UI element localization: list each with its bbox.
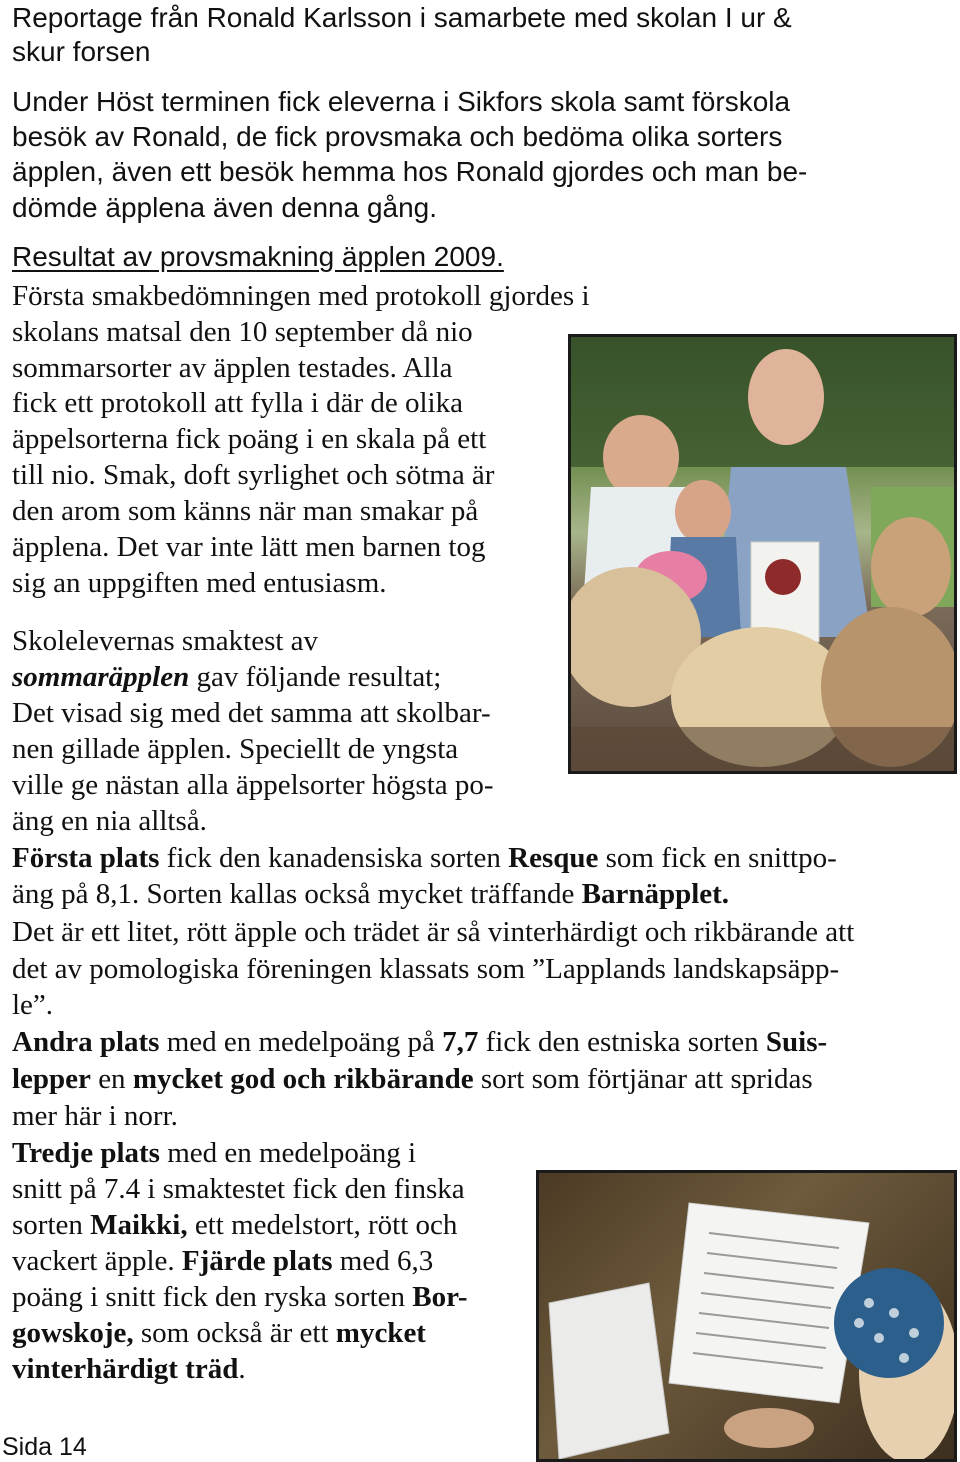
third-place-line: vackert äpple. Fjärde plats med 6,3	[12, 1245, 434, 1277]
para1-line: äpplena. Det var inte lätt men barnen tog	[12, 531, 486, 563]
photo-tasting-protocol	[536, 1170, 957, 1462]
para2-line: Skolelevernas smaktest av	[12, 625, 319, 657]
para2-line: nen gillade äpplen. Speciellt de yngsta	[12, 733, 459, 765]
intro-line: äpplen, även ett besök hemma hos Ronald gjordes och man be-	[12, 156, 808, 187]
second-place-line: Andra plats med en medelpoäng på 7,7 fick den estniska sorten Suis-	[12, 1026, 828, 1058]
page-number: Sida 14	[2, 1433, 87, 1461]
first-place-line: Första plats fick den kanadensiska sorten Resque som fick en snittpo-	[12, 842, 837, 874]
article-title-line2: skur forsen	[12, 36, 151, 67]
para1-line: skolans matsal den 10 september då nio	[12, 316, 473, 348]
third-place-line: sorten Maikki, ett medelstort, rött och	[12, 1209, 458, 1241]
para1-line: den arom som känns när man smakar på	[12, 495, 479, 527]
second-place-line: mer här i norr.	[12, 1100, 178, 1132]
third-place-line: vinterhärdigt träd.	[12, 1353, 246, 1385]
para2-line: ville ge nästan alla äppelsorter högsta po-	[12, 769, 494, 801]
para1-line: äppelsorterna fick poäng i en skala på ett	[12, 423, 487, 455]
third-place-line: Tredje plats med en medelpoäng i	[12, 1137, 417, 1169]
third-place-line: poäng i snitt fick den ryska sorten Bor-	[12, 1281, 468, 1313]
para2-line: Det visad sig med det samma att skolbar-	[12, 697, 491, 729]
first-place-line: äng på 8,1. Sorten kallas också mycket träffande Barnäpplet.	[12, 878, 730, 910]
first-place-line: Det är ett litet, rött äpple och trädet är så vinterhärdigt och rikbärande att	[12, 916, 855, 948]
intro-line: dömde äpplena även denna gång.	[12, 192, 438, 223]
results-heading: Resultat av provsmakning äpplen 2009.	[12, 241, 504, 272]
para1-line: fick ett protokoll att fylla i där de olika	[12, 387, 463, 419]
para1-line: sig an uppgiften med entusiasm.	[12, 567, 387, 599]
first-place-line: le”.	[12, 989, 54, 1021]
third-place-line: gowskoje, som också är ett mycket	[12, 1317, 426, 1349]
intro-line: besök av Ronald, de fick provsmaka och bedöma olika sorters	[12, 121, 783, 152]
article-title-line1: Reportage från Ronald Karlsson i samarbete med skolan I ur &	[12, 2, 792, 33]
para2-line: sommaräpplen gav följande resultat;	[12, 661, 442, 693]
second-place-line: lepper en mycket god och rikbärande sort som förtjänar att spridas	[12, 1063, 813, 1095]
first-place-line: det av pomologiska föreningen klassats som ”Lapplands landskapsäpp-	[12, 953, 840, 985]
intro-line: Under Höst terminen fick eleverna i Sikfors skola samt förskola	[12, 86, 791, 117]
summer-apples-emphasis: sommaräpplen	[12, 661, 190, 693]
para1-line: Första smakbedömningen med protokoll gjordes i	[12, 280, 590, 312]
para2-line: äng en nia alltså.	[12, 805, 207, 837]
photo-children-with-ronald	[568, 334, 957, 774]
third-place-line: snitt på 7.4 i smaktestet fick den finska	[12, 1173, 465, 1205]
para1-line: till nio. Smak, doft syrlighet och sötma är	[12, 459, 495, 491]
para1-line: sommarsorter av äpplen testades. Alla	[12, 352, 453, 384]
